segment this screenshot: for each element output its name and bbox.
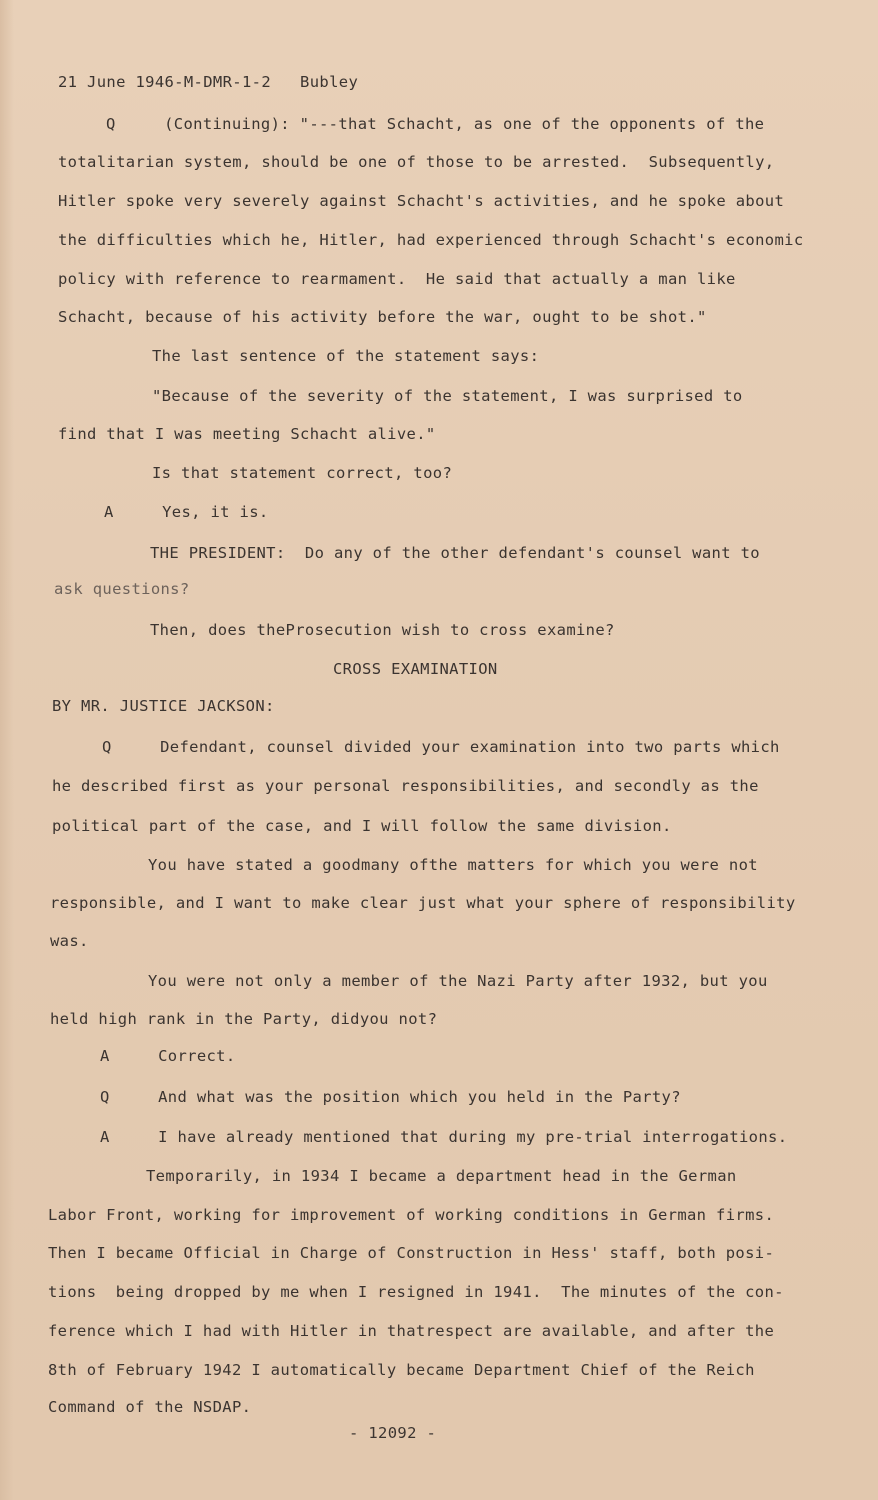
text-line: Schacht, because of his activity before the war, ought to be shot." (58, 308, 707, 326)
text-line: Temporarily, in 1934 I became a department head in the German (146, 1167, 737, 1185)
text-line: the difficulties which he, Hitler, had experienced through Schacht's economic (58, 231, 804, 249)
text-line: policy with reference to rearmament. He said that actually a man like (58, 270, 736, 288)
text-line: totalitarian system, should be one of those to be arrested. Subsequently, (58, 153, 775, 171)
text-line: ference which I had with Hitler in thatrespect are available, and after the (48, 1322, 775, 1340)
text-line: Q Defendant, counsel divided your examination into two parts which (102, 738, 780, 756)
text-line: he described first as your personal responsibilities, and secondly as the (52, 777, 759, 795)
text-line: "Because of the severity of the statement, I was surprised to (152, 387, 743, 405)
text-line: A I have already mentioned that during my pre-trial interrogations. (100, 1128, 788, 1146)
text-line: tions being dropped by me when I resigned in 1941. The minutes of the con- (48, 1283, 784, 1301)
text-line: A Correct. (100, 1047, 236, 1065)
text-line: political part of the case, and I will follow the same division. (52, 817, 672, 835)
text-line: Then, does theProsecution wish to cross examine? (150, 621, 615, 639)
text-line: A Yes, it is. (104, 503, 269, 521)
page-number: - 12092 - (349, 1424, 437, 1442)
text-line: Is that statement correct, too? (152, 464, 453, 482)
paper-edge-shadow (0, 0, 14, 1500)
text-line: Hitler spoke very severely against Schacht's activities, and he spoke about (58, 192, 785, 210)
text-line: BY MR. JUSTICE JACKSON: (52, 697, 275, 715)
text-line: was. (50, 932, 89, 950)
text-line: Labor Front, working for improvement of working conditions in German firms. (48, 1206, 775, 1224)
text-line: Q And what was the position which you held in the Party? (100, 1088, 681, 1106)
text-line: The last sentence of the statement says: (152, 347, 540, 365)
text-line: Q (Continuing): "---that Schacht, as one of the opponents of the (106, 115, 765, 133)
text-line: THE PRESIDENT: Do any of the other defendant's counsel want to (150, 544, 760, 562)
text-line: responsible, and I want to make clear just what your sphere of responsibility (50, 894, 796, 912)
text-line: You have stated a goodmany ofthe matters for which you were not (148, 856, 758, 874)
section-heading: CROSS EXAMINATION (333, 660, 498, 678)
text-line: You were not only a member of the Nazi Party after 1932, but you (148, 972, 768, 990)
text-line: Command of the NSDAP. (48, 1398, 252, 1416)
text-line: held high rank in the Party, didyou not? (50, 1010, 438, 1028)
text-line: 8th of February 1942 I automatically became Department Chief of the Reich (48, 1361, 755, 1379)
text-line: Then I became Official in Charge of Construction in Hess' staff, both posi- (48, 1244, 775, 1262)
page-header: 21 June 1946-M-DMR-1-2 Bubley (58, 73, 359, 91)
text-line: ask questions? (54, 580, 190, 598)
text-line: find that I was meeting Schacht alive." (58, 425, 436, 443)
